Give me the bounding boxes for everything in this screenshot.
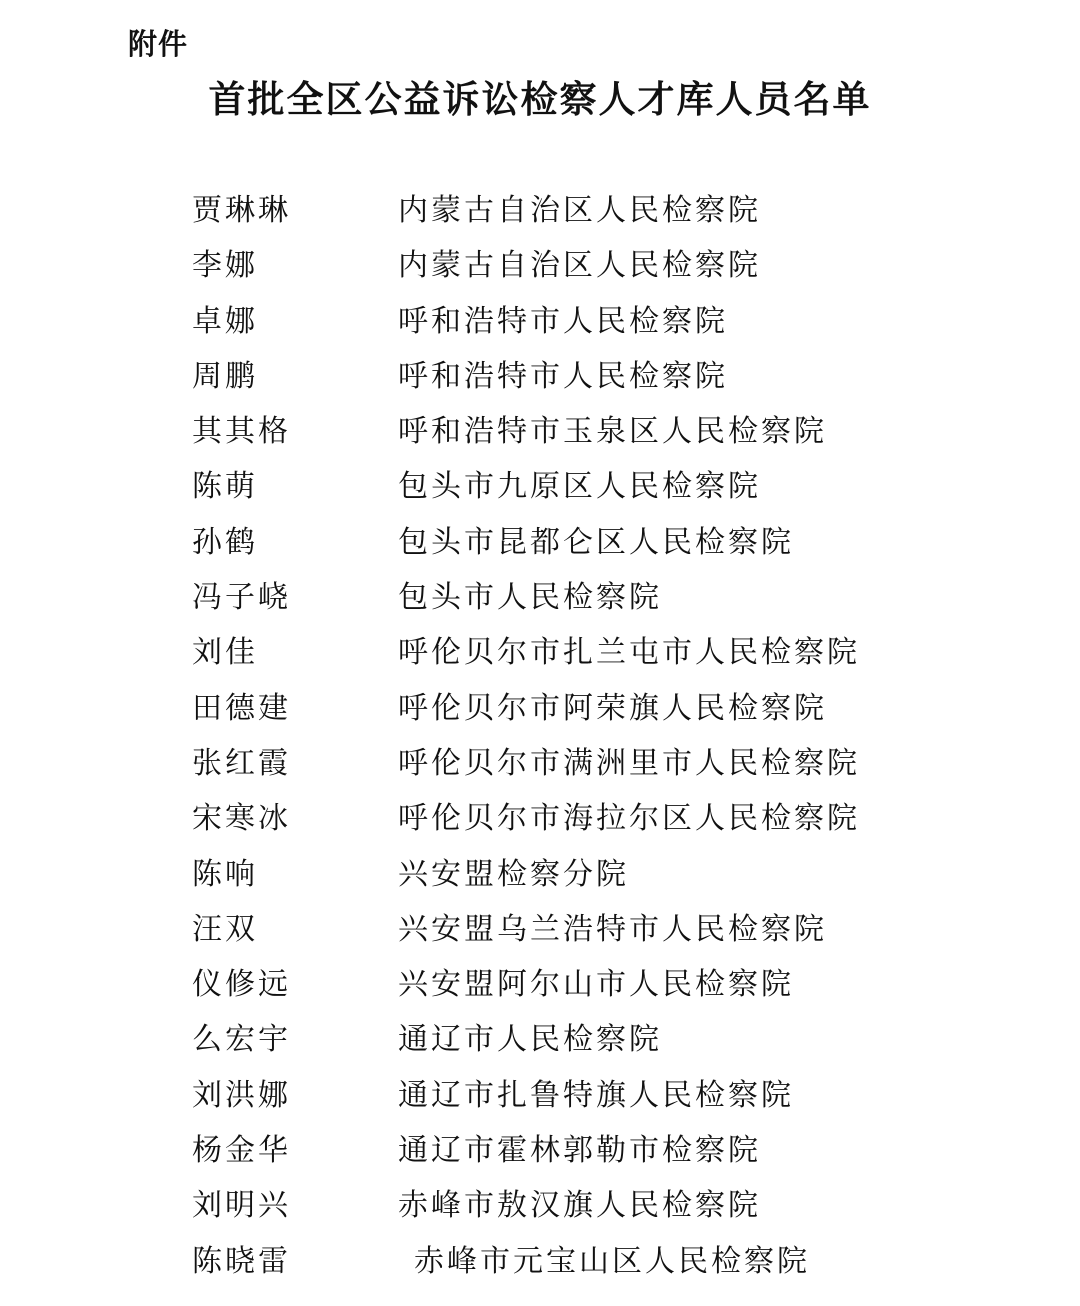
roster-row [192,688,1012,743]
person-name: 其其格 [192,414,291,450]
organization-name: 包头市九原区人民检察院 [398,469,761,505]
person-name: 刘明兴 [192,1188,291,1224]
roster-row [192,909,1012,964]
person-name: 刘佳 [192,635,258,671]
person-name: 张红霞 [192,745,291,781]
organization-name: 兴安盟检察分院 [398,856,629,892]
person-name: 杨金华 [192,1133,291,1169]
roster-row [192,632,1012,687]
roster-row [192,798,1012,853]
person-name: 么宏宇 [192,1022,291,1058]
roster-row [192,1019,1012,1074]
person-name: 陈萌 [192,469,258,505]
organization-name: 通辽市扎鲁特旗人民检察院 [398,1077,794,1113]
roster-row [192,964,1012,1019]
document-title: 首批全区公益诉讼检察人才库人员名单 [208,77,872,121]
organization-name: 兴安盟阿尔山市人民检察院 [398,967,794,1003]
organization-name: 内蒙古自治区人民检察院 [398,193,761,228]
organization-name: 包头市昆都仑区人民检察院 [398,524,794,560]
organization-name: 赤峰市敖汉旗人民检察院 [398,1188,761,1224]
organization-name: 兴安盟乌兰浩特市人民检察院 [398,911,827,947]
person-name: 陈晓雷 [192,1243,291,1279]
organization-name: 呼伦贝尔市满洲里市人民检察院 [398,745,860,781]
roster-row [192,1075,1012,1130]
roster-row [192,577,1012,632]
roster-row [192,301,1012,356]
organization-name: 通辽市霍林郭勒市检察院 [398,1133,761,1169]
person-name: 周鹏 [192,358,258,394]
organization-name: 包头市人民检察院 [398,580,662,616]
person-name: 冯子峣 [192,580,291,616]
roster-list [192,190,1012,1296]
organization-name: 呼和浩特市人民检察院 [398,303,728,339]
person-name: 孙鹤 [192,524,258,560]
roster-row [192,245,1012,300]
organization-name: 呼伦贝尔市海拉尔区人民检察院 [398,801,860,837]
person-name: 卓娜 [192,303,258,339]
organization-name: 呼伦贝尔市阿荣旗人民检察院 [398,690,827,726]
attachment-label: 附件 [128,27,189,61]
roster-row [192,356,1012,411]
person-name: 宋寒冰 [192,801,291,837]
person-name: 陈响 [192,856,258,892]
organization-name: 呼伦贝尔市扎兰屯市人民检察院 [398,635,860,671]
roster-row [192,1130,1012,1185]
person-name: 刘洪娜 [192,1077,291,1113]
organization-name: 通辽市人民检察院 [398,1022,662,1058]
person-name: 仪修远 [192,967,291,1003]
roster-row [192,411,1012,466]
roster-row [192,522,1012,577]
organization-name: 赤峰市元宝山区人民检察院 [414,1243,810,1279]
roster-row [192,743,1012,798]
organization-name: 内蒙古自治区人民检察院 [398,248,761,284]
roster-row [192,854,1012,909]
roster-row [192,1185,1012,1240]
person-name: 李娜 [192,248,258,284]
person-name: 贾琳琳 [192,193,291,228]
roster-row [192,190,1012,245]
roster-row [192,466,1012,521]
person-name: 田德建 [192,690,291,726]
organization-name: 呼和浩特市玉泉区人民检察院 [398,414,827,450]
person-name: 汪双 [192,911,258,947]
roster-row [192,1241,1012,1296]
organization-name: 呼和浩特市人民检察院 [398,358,728,394]
